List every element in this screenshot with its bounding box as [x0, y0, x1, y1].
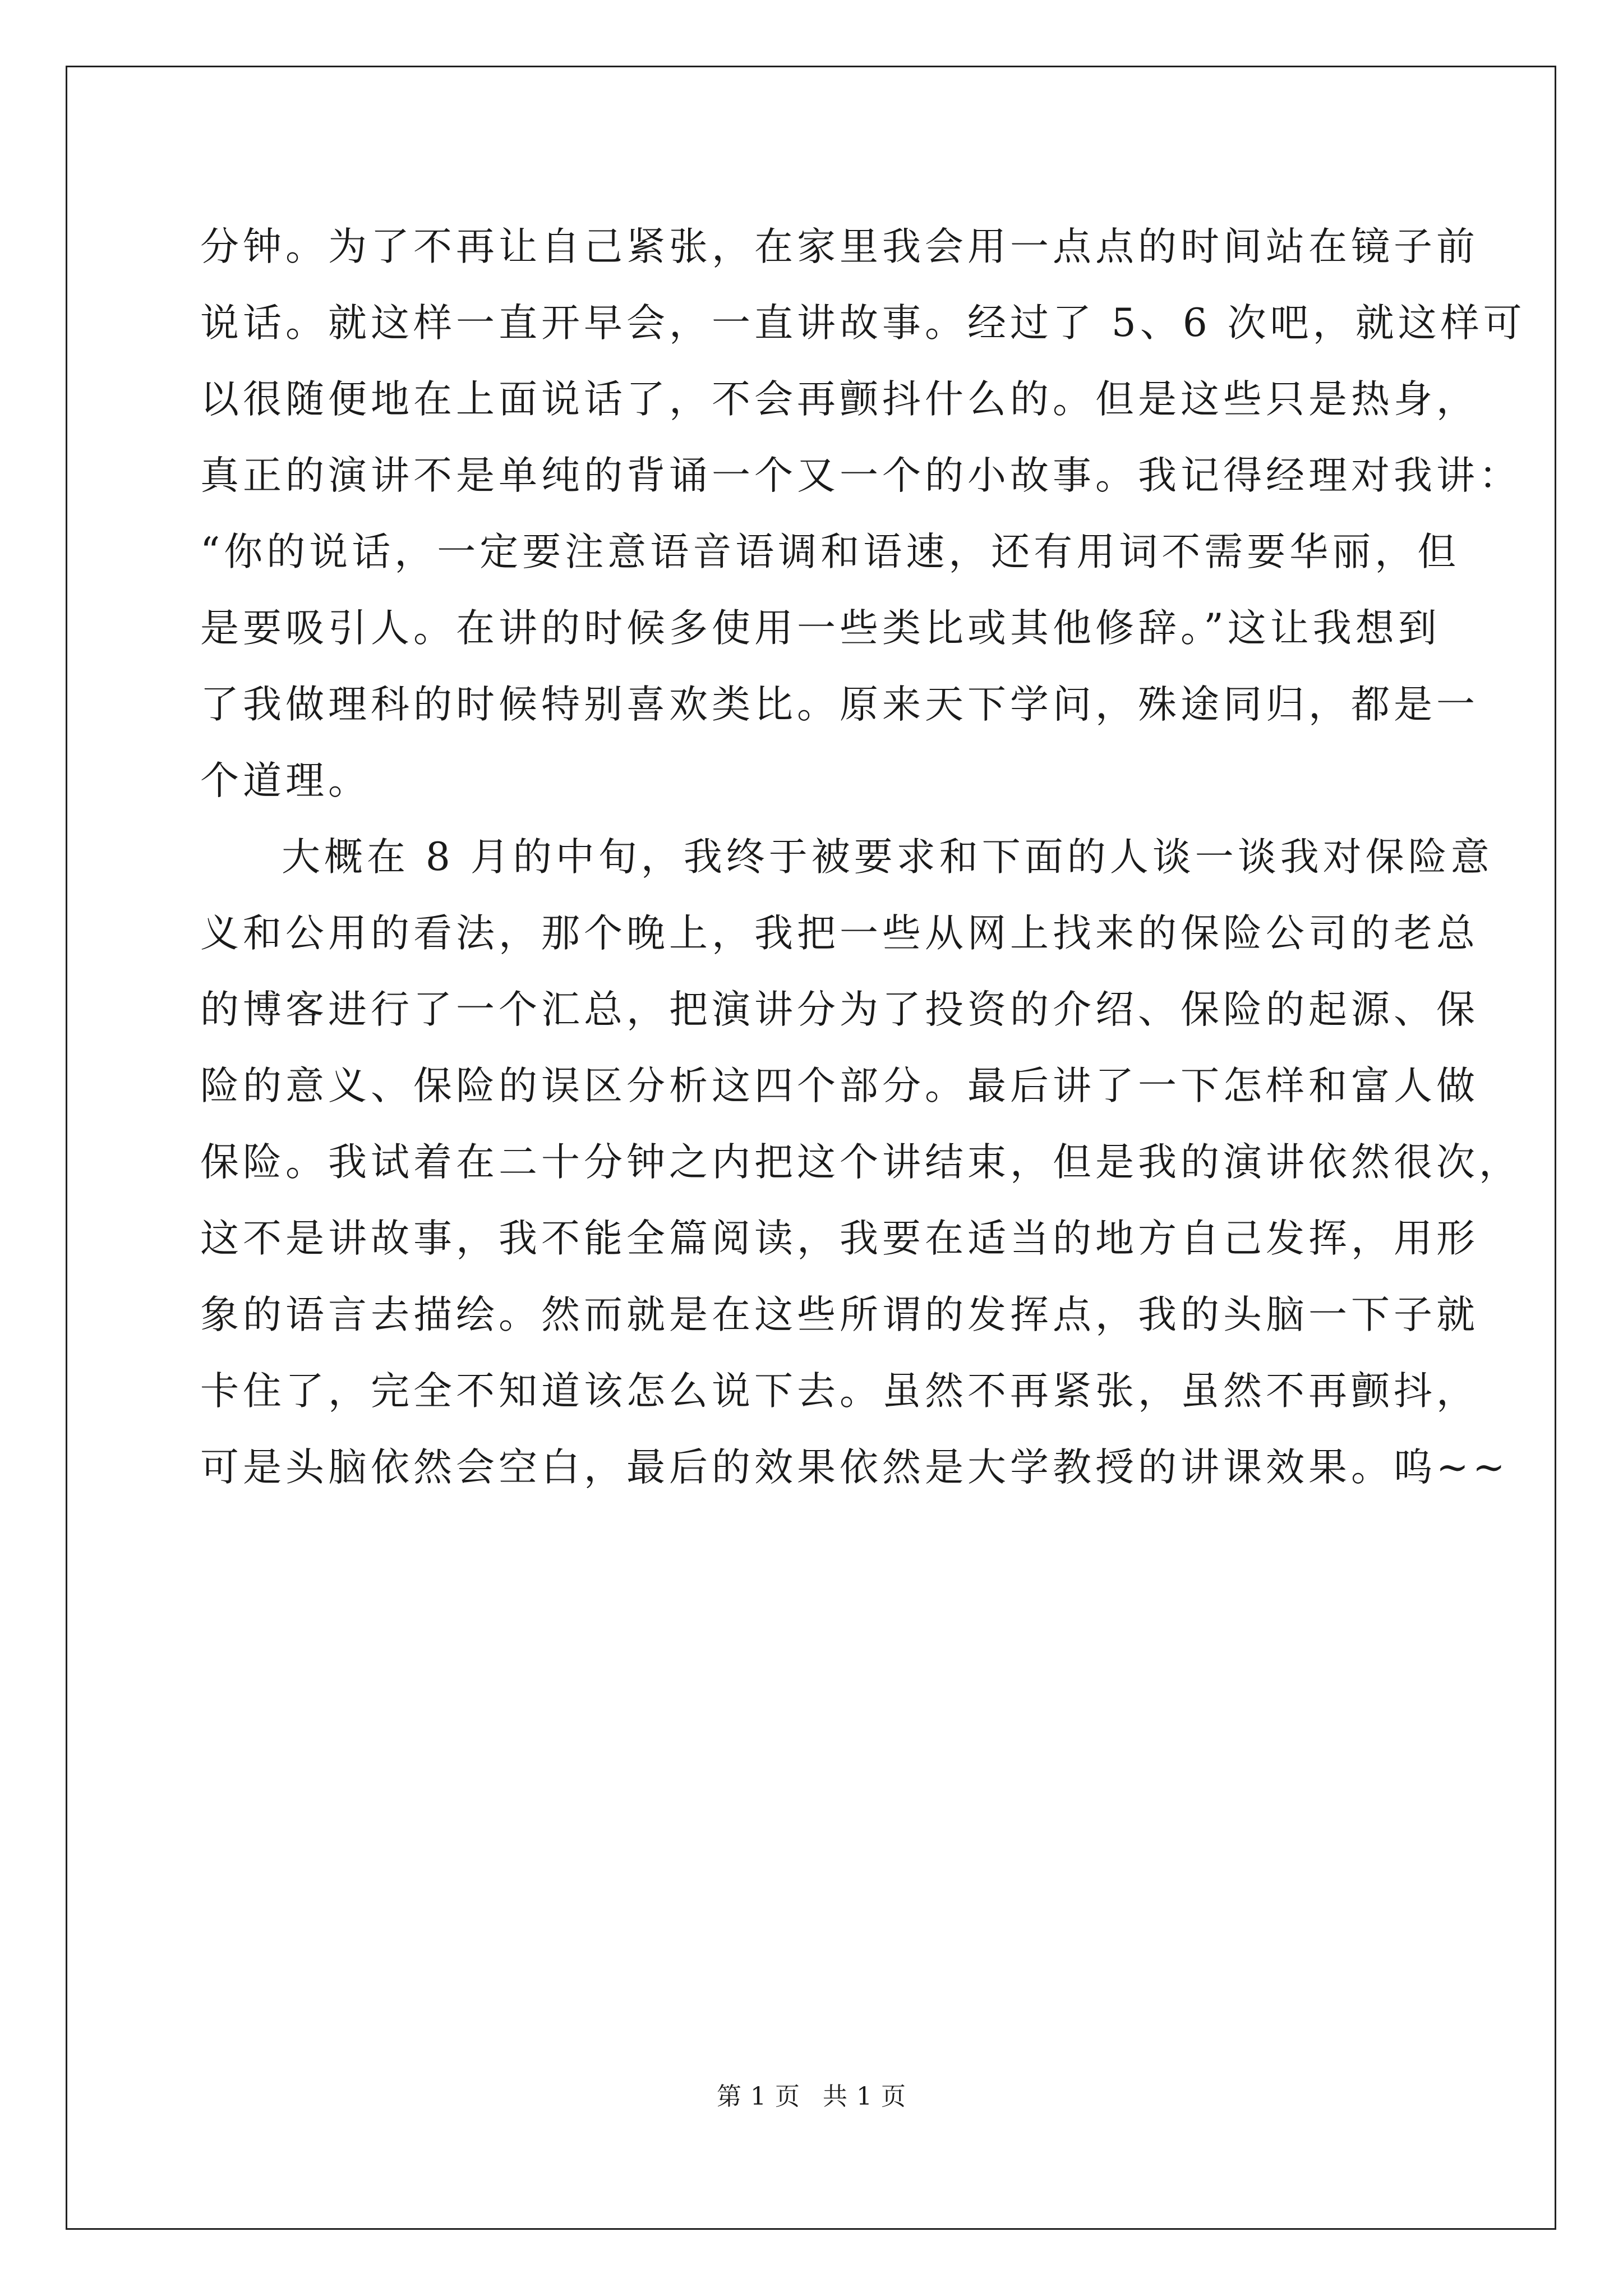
text-line: 说话。就这样一直开早会，一直讲故事。经过了 5、6 次吧，就这样可 — [200, 301, 1526, 346]
text-line: 分钟。为了不再让自己紧张，在家里我会用一点点的时间站在镜子前 — [200, 224, 1479, 269]
text-line: 以很随便地在上面说话了，不会再颤抖什么的。但是这些只是热身， — [200, 377, 1479, 422]
text-line: “你的说话，一定要注意语音语调和语速，还有用词不需要华丽，但 — [200, 530, 1460, 574]
text-line: 这不是讲故事，我不能全篇阅读，我要在适当的地方自己发挥，用形 — [200, 1216, 1479, 1261]
text-line: 真正的演讲不是单纯的背诵一个又一个的小故事。我记得经理对我讲： — [200, 453, 1521, 498]
text-line: 的博客进行了一个汇总，把演讲分为了投资的介绍、保险的起源、保 — [200, 987, 1479, 1032]
document-body — [200, 209, 1526, 1506]
text-line: 了我做理科的时候特别喜欢类比。原来天下学问，殊途同归，都是一 — [200, 682, 1479, 727]
page-number: 第 1 页 — [717, 2082, 800, 2111]
paragraph-first-line: 大概在 8 月的中旬，我终于被要求和下面的人谈一谈我对保险意 — [282, 835, 1493, 880]
text-line: 是要吸引人。在讲的时候多使用一些类比或其他修辞。”这让我想到 — [200, 606, 1441, 651]
page-footer — [0, 2080, 1623, 2114]
text-line: 保险。我试着在二十分钟之内把这个讲结束，但是我的演讲依然很次， — [200, 1140, 1521, 1185]
text-line: 个道理。 — [200, 758, 371, 803]
text-line: 险的意义、保险的误区分析这四个部分。最后讲了一下怎样和富人做 — [200, 1064, 1479, 1108]
text-line: 义和公用的看法，那个晚上，我把一些从网上找来的保险公司的老总 — [200, 911, 1479, 956]
text-line: 卡住了，完全不知道该怎么说下去。虽然不再紧张，虽然不再颤抖， — [200, 1369, 1479, 1414]
text-line: 可是头脑依然会空白，最后的效果依然是大学教授的讲课效果。呜~~ — [200, 1445, 1509, 1490]
text-line: 象的语言去描绘。然而就是在这些所谓的发挥点，我的头脑一下子就 — [200, 1292, 1479, 1337]
page-total: 共 1 页 — [823, 2082, 906, 2111]
